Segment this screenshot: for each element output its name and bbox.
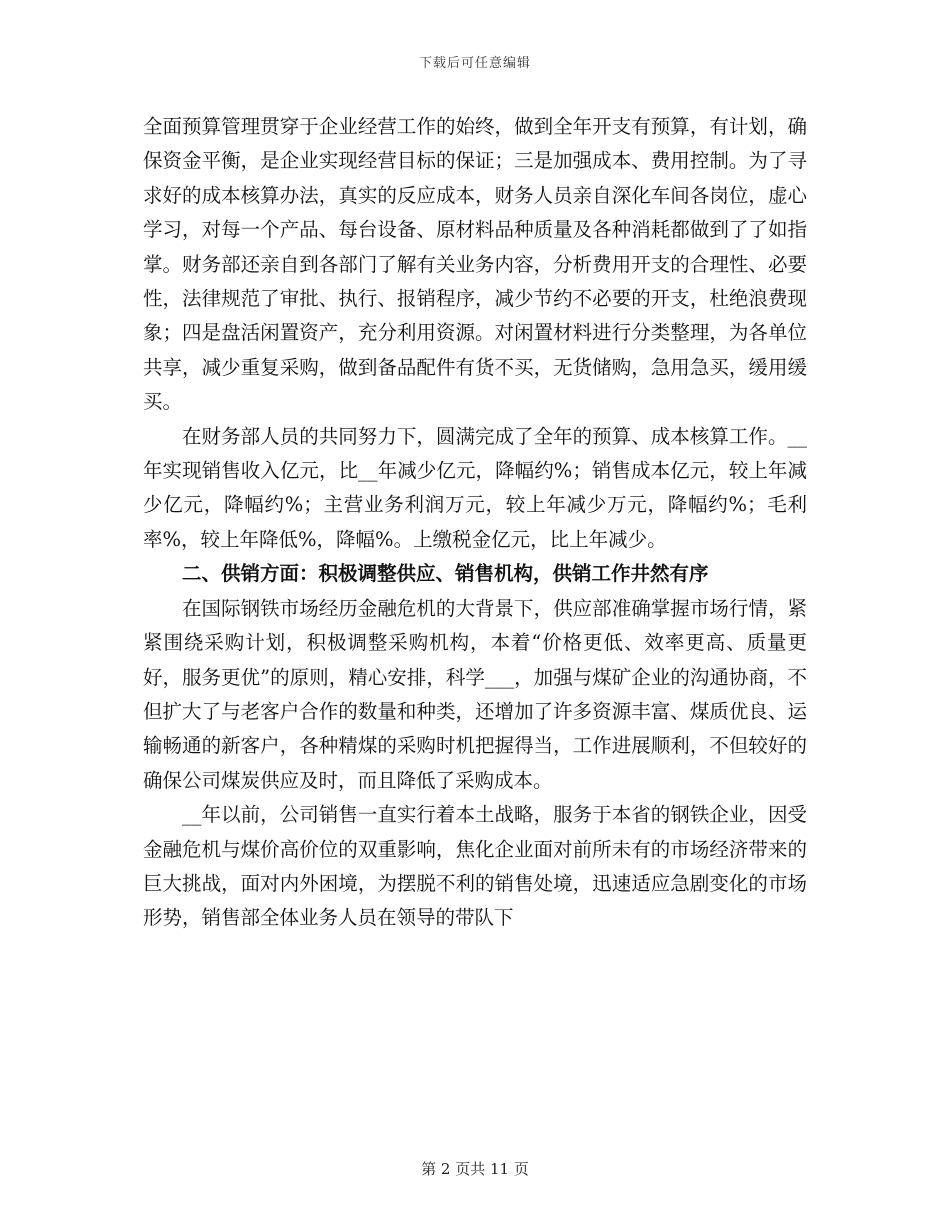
paragraph-financial-results: 在财务部人员的共同努力下，圆满完成了全年的预算、成本核算工作。__年实现销售收入亿元，比__年减少亿元，降幅约%；销售成本亿元，较上年减少亿元，降幅约%；主营业务利润万元，较上年减少万元，降幅约%；毛利率%，较上年降低%，降幅%。上缴税金亿元，比上年减少。 xyxy=(143,424,807,551)
paragraph-procurement: 在国际钢铁市场经历金融危机的大背景下，供应部准确掌握市场行情，紧紧围绕采购计划，积极调整采购机构，本着“价格更低、效率更高、质量更好，服务更优”的原则，精心安排，科学___，加强与煤矿企业的沟通协商，不但扩大了与老客户合作的数量和种类，还增加了许多资源丰富、煤质优良、运输畅通的新客户，各种精煤的采购时机把握得当，工作进展顺利，不但较好的确保公司煤炭供应及时，而且降低了采购成本。 xyxy=(143,596,807,792)
paragraph-budget-control: 全面预算管理贯穿于企业经营工作的始终，做到全年开支有预算，有计划，确保资金平衡，是企业实现经营目标的保证；三是加强成本、费用控制。为了寻求好的成本核算办法，真实的反应成本，财务人员亲自深化车间各岗位，虚心学习，对每一个产品、每台设备、原材料品种质量及各种消耗都做到了了如指掌。财务部还亲自到各部门了解有关业务内容，分析费用开支的合理性、必要性，法律规范了审批、执行、报销程序，减少节约不必要的开支，杜绝浪费现象；四是盘活闲置资产，充分利用资源。对闲置材料进行分类整理，为各单位共享，减少重复采购，做到备品配件有货不买，无货储购，急用急买，缓用缓买。 xyxy=(143,115,807,414)
paragraph-sales-strategy: __年以前，公司销售一直实行着本土战略，服务于本省的钢铁企业，因受金融危机与煤价高价位的双重影响，焦化企业面对前所未有的市场经济带来的巨大挑战，面对内外困境，为摆脱不利的销售处境，迅速适应急剧变化的市场形势，销售部全体业务人员在领导的带队下 xyxy=(143,803,807,930)
page-header: 下载后可任意编辑 xyxy=(418,56,531,71)
document-body xyxy=(143,110,807,936)
section-heading-supply-sales: 二、供销方面：积极调整供应、销售机构，供销工作井然有序 xyxy=(182,562,709,586)
page-footer: 第 2 页共 11 页 xyxy=(421,1160,529,1178)
